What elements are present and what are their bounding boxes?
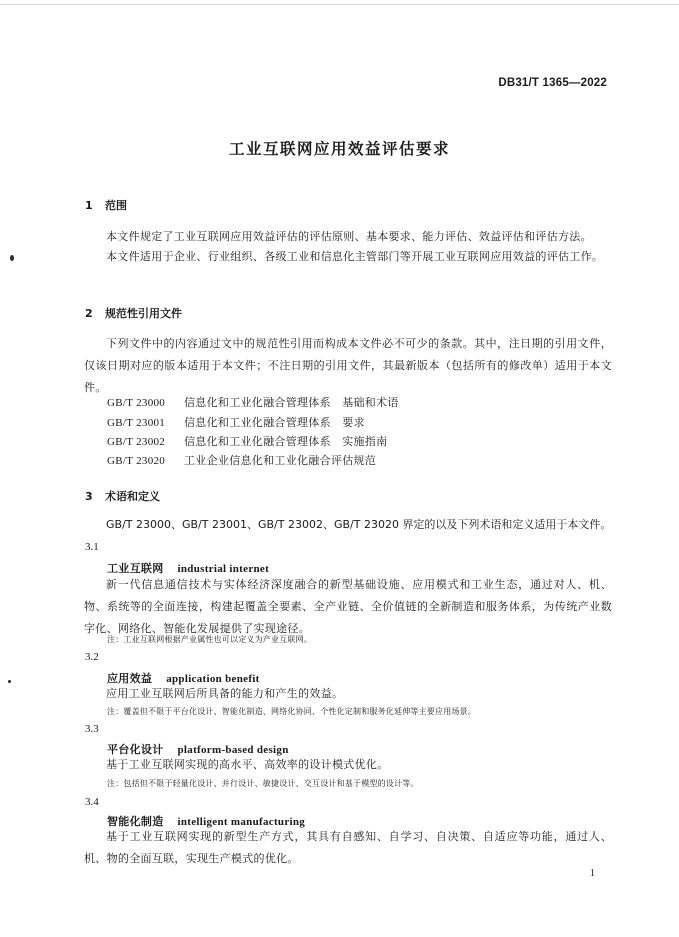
term-note: 注：包括但不限于轻量化设计、并行设计、敏捷设计、交互设计和基于模型的设计等。 [107, 779, 419, 788]
term-number: 3.3 [85, 723, 99, 735]
section-number: 2 [85, 307, 93, 320]
reference-item [107, 414, 365, 430]
scan-mark [8, 680, 11, 683]
section-title: 范围 [105, 199, 127, 212]
section-title: 规范性引用文件 [105, 307, 182, 320]
term-number: 3.4 [85, 796, 99, 808]
reference-item [107, 452, 376, 468]
term-definition: 应用工业互联网后所具备的能力和产生的效益。 [106, 687, 344, 700]
reference-title: 信息化和工业化融合管理体系 实施指南 [184, 435, 388, 448]
term-definition: 新一代信息通信技术与实体经济深度融合的新型基础设施、应用模式和工业生态，通过对人、机、物、系统等的全面连接，构建起覆盖全要素、全产业链、全价值链的全新制造和服务体系，为传统产业数字化、网络化、智能化发展提供了实现途径。 [84, 578, 612, 635]
term-definition: 基于工业互联网实现的新型生产方式，其具有自感知、自学习、自决策、自适应等功能，通过人、机、物的全面互联，实现生产模式的优化。 [84, 830, 612, 865]
document-title: 工业互联网应用效益评估要求 [228, 140, 450, 158]
reference-code: GB/T 23001 [107, 417, 166, 429]
term-chinese: 工业互联网 [107, 562, 164, 575]
scan-mark [10, 255, 14, 261]
page-number: 1 [590, 868, 595, 879]
term-note: 注：覆盖但不限于平台化设计、智能化制造、网络化协同、个性化定制和服务化延伸等主要应用场景。 [107, 707, 476, 716]
section-2-heading [85, 305, 182, 321]
scan-edge-line [0, 4, 679, 5]
reference-item [107, 394, 399, 410]
section-1-heading [85, 197, 127, 213]
reference-title: 信息化和工业化融合管理体系 要求 [184, 416, 365, 429]
term-chinese: 智能化制造 [107, 815, 164, 828]
term-english: intelligent manufacturing [177, 816, 306, 828]
section-title: 术语和定义 [105, 490, 160, 503]
term-number: 3.1 [85, 541, 99, 553]
section-number: 3 [85, 490, 93, 503]
section-number: 1 [85, 199, 93, 212]
standard-code: DB31/T 1365—2022 [498, 77, 607, 89]
reference-title: 信息化和工业化融合管理体系 基础和术语 [184, 396, 399, 409]
term-chinese: 平台化设计 [107, 743, 164, 756]
term-chinese: 应用效益 [107, 672, 153, 685]
section-3-heading [85, 488, 160, 504]
section-1-paragraph-2: 本文件适用于企业、行业组织、各级工业和信息化主管部门等开展工业互联网应用效益的评估工作。 [106, 250, 604, 263]
reference-item [107, 433, 387, 449]
section-2-paragraph-1: 下列文件中的内容通过文中的规范性引用而构成本文件必不可少的条款。其中，注日期的引用文件，仅该日期对应的版本适用于本文件；不注日期的引用文件，其最新版本（包括所有的修改单）适用于本文件。 [84, 337, 612, 394]
term-english: industrial internet [177, 563, 270, 575]
term-note: 注：工业互联网根据产业属性也可以定义为产业互联网。 [107, 635, 312, 644]
term-definition: 基于工业互联网实现的高水平、高效率的设计模式优化。 [106, 758, 389, 771]
reference-code: GB/T 23002 [107, 436, 166, 448]
reference-code: GB/T 23000 [107, 397, 166, 409]
term-english: application benefit [166, 673, 260, 685]
term-english: platform-based design [177, 744, 289, 756]
reference-code: GB/T 23020 [107, 455, 166, 467]
section-3-paragraph-1: GB/T 23000、GB/T 23001、GB/T 23002、GB/T 23020 界定的以及下列术语和定义适用于本文件。 [106, 518, 612, 531]
term-number: 3.2 [85, 651, 99, 663]
reference-title: 工业企业信息化和工业化融合评估规范 [184, 454, 377, 467]
section-1-paragraph-1: 本文件规定了工业互联网应用效益评估的评估原则、基本要求、能力评估、效益评估和评估方法。 [106, 230, 592, 243]
